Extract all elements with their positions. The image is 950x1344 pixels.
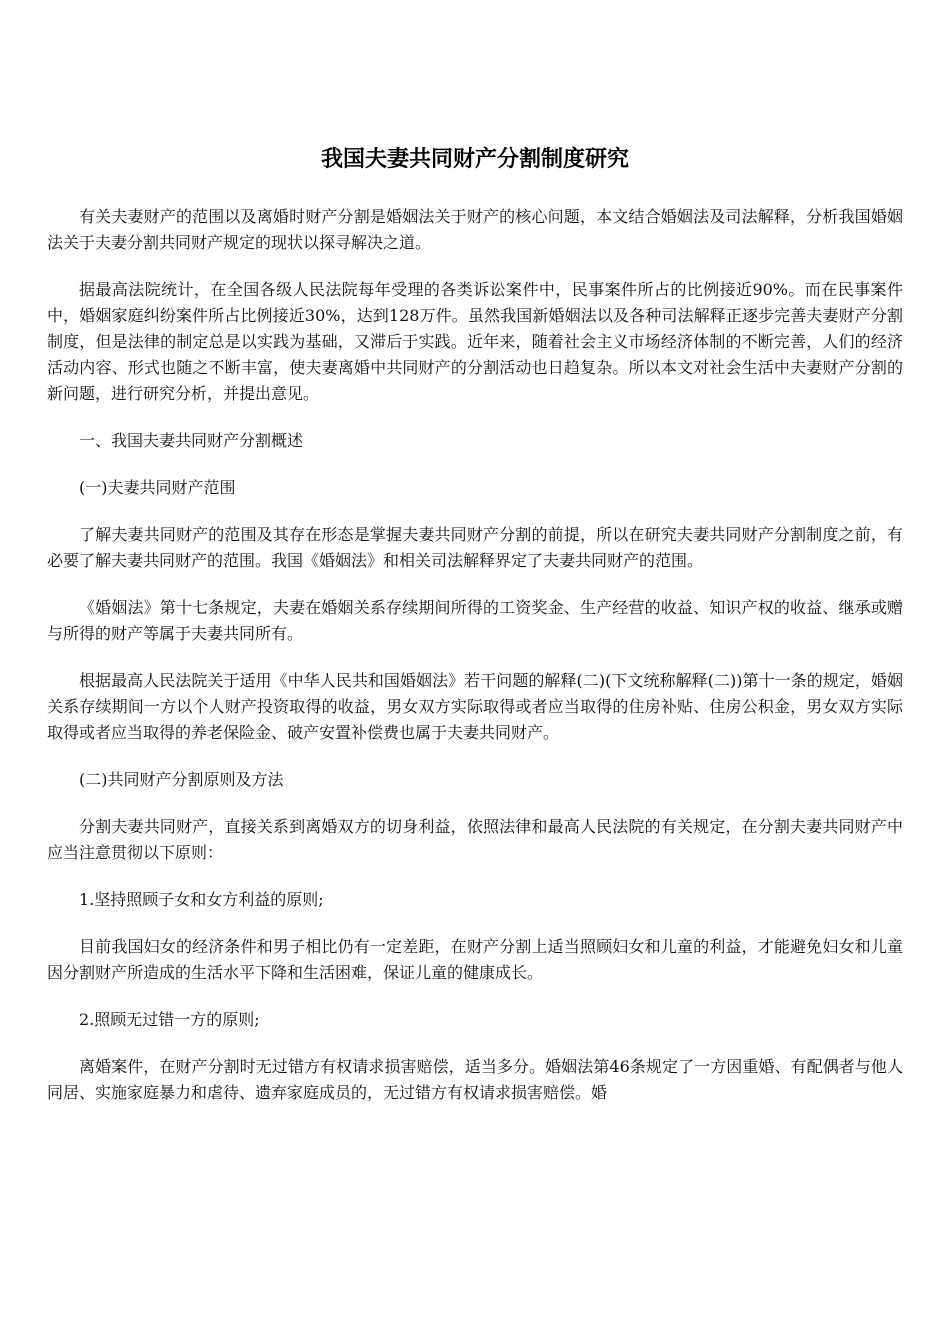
paragraph-principle-2: 离婚案件，在财产分割时无过错方有权请求损害赔偿，适当多分。婚姻法第46条规定了一方因重婚、有配偶者与他人同居、实施家庭暴力和虐待、遗弃家庭成员的，无过错方有权请求损害赔偿。婚 [47,1057,903,1102]
list-item-principle-2: 2.照顾无过错一方的原则; [79,1010,260,1029]
paragraph-intro: 有关夫妻财产的范围以及离婚时财产分割是婚姻法关于财产的核心问题，本文结合婚姻法及司法解释，分析我国婚姻法关于夫妻分割共同财产规定的现状以探寻解决之道。 [47,207,903,252]
paragraph-principles: 分割夫妻共同财产，直接关系到离婚双方的切身利益，依照法律和最高人民法院的有关规定，在分割夫妻共同财产中应当注意贯彻以下原则： [47,817,903,862]
subsection-heading-principles: (二)共同财产分割原则及方法 [79,770,284,789]
paragraph-principle-1: 目前我国妇女的经济条件和男子相比仍有一定差距，在财产分割上适当照顾妇女和儿童的利益，才能避免妇女和儿童因分割财产所造成的生活水平下降和生活困难，保证儿童的健康成长。 [47,937,903,982]
document-title: 我国夫妻共同财产分割制度研究 [320,147,629,172]
paragraph-interpretation-2: 根据最高人民法院关于适用《中华人民共和国婚姻法》若干问题的解释(二)(下文统称解释(二))第十一条的规定，婚姻关系存续期间一方以个人财产投资取得的收益，男女双方实际取得或者应当取得的住房补贴、住房公积金，男女双方实际取得或者应当取得的养老保险金、破产安置补偿费也属于夫妻共同财产。 [47,671,903,742]
list-item-principle-1: 1.坚持照顾子女和女方利益的原则; [79,890,324,909]
paragraph-article-17: 《婚姻法》第十七条规定，夫妻在婚姻关系存续期间所得的工资奖金、生产经营的收益、知识产权的收益、继承或赠与所得的财产等属于夫妻共同所有。 [47,598,903,643]
section-heading-overview: 一、我国夫妻共同财产分割概述 [79,431,304,450]
paragraph-scope: 了解夫妻共同财产的范围及其存在形态是掌握夫妻共同财产分割的前提，所以在研究夫妻共同财产分割制度之前，有必要了解夫妻共同财产的范围。我国《婚姻法》和相关司法解释界定了夫妻共同财产的范围。 [47,525,903,570]
document-page [47,140,903,1127]
subsection-heading-scope: (一)夫妻共同财产范围 [79,478,236,497]
paragraph-statistics: 据最高法院统计，在全国各级人民法院每年受理的各类诉讼案件中，民事案件所占的比例接近90%。而在民事案件中，婚姻家庭纠纷案件所占比例接近30%，达到128万件。虽然我国新婚姻法以及各种司法解释正逐步完善夫妻财产分割制度，但是法律的制定总是以实践为基础，又滞后于实践。近年来，随着社会主义市场经济体制的不断完善，人们的经济活动内容、形式也随之不断丰富，使夫妻离婚中共同财产的分割活动也日趋复杂。所以本文对社会生活中夫妻财产分割的新问题，进行研究分析，并提出意见。 [47,280,903,403]
